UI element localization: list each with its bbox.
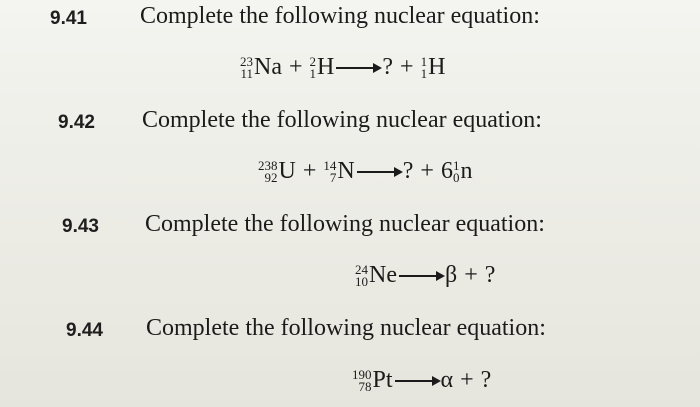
- problem-prompt-9-44: Complete the following nuclear equation:: [146, 315, 546, 341]
- atomic-number: 1: [420, 65, 428, 81]
- unknown-product: ?: [480, 367, 492, 393]
- reaction-arrow-icon: [399, 275, 443, 277]
- problem-number-9-41: 9.41: [50, 8, 87, 29]
- nuclide-sodium-23: [240, 54, 282, 81]
- nuclide-hydrogen-1: [421, 54, 446, 81]
- nuclide-neon-24: [355, 262, 397, 289]
- nuclide-neutron: [453, 158, 473, 185]
- problem-number-9-43: 9.43: [62, 216, 99, 237]
- reaction-arrow-icon: [395, 380, 439, 382]
- equation-9-42: [258, 158, 472, 185]
- mass-number: 2: [309, 53, 317, 69]
- element-symbol: N: [337, 158, 355, 184]
- element-symbol: n: [460, 158, 473, 184]
- nuclide-nitrogen-14: [323, 158, 354, 185]
- problem-prompt-9-41: Complete the following nuclear equation:: [140, 3, 540, 29]
- unknown-product: ?: [382, 54, 394, 80]
- element-symbol: H: [428, 54, 446, 80]
- plus-sign: +: [400, 54, 414, 80]
- problem-number-9-42: 9.42: [58, 112, 95, 133]
- mass-number: 190: [352, 366, 372, 382]
- atomic-number: 11: [240, 65, 253, 81]
- mass-number: 23: [240, 53, 253, 69]
- element-symbol: U: [278, 158, 296, 184]
- equation-9-44: [352, 367, 491, 394]
- reaction-arrow-icon: [336, 67, 380, 69]
- reaction-arrow-icon: [357, 171, 401, 173]
- problem-prompt-9-42: Complete the following nuclear equation:: [142, 107, 542, 133]
- beta-particle: β: [444, 262, 458, 288]
- problem-number-9-44: 9.44: [66, 320, 103, 341]
- unknown-product: ?: [484, 262, 496, 288]
- atomic-number: 78: [358, 378, 372, 394]
- mass-number: 1: [452, 157, 460, 173]
- atomic-number: 1: [309, 65, 317, 81]
- problem-prompt-9-43: Complete the following nuclear equation:: [145, 211, 545, 237]
- element-symbol: Ne: [369, 262, 397, 288]
- plus-sign: +: [288, 54, 303, 80]
- nuclide-platinum-190: [352, 367, 393, 394]
- mass-number: 14: [323, 157, 337, 173]
- atomic-number: 7: [329, 169, 337, 185]
- atomic-number: 0: [452, 169, 460, 185]
- plus-sign: +: [464, 262, 478, 288]
- mass-number: 1: [420, 53, 428, 69]
- element-symbol: H: [317, 54, 335, 80]
- element-symbol: Na: [254, 54, 282, 80]
- nuclide-uranium-238: [258, 158, 296, 185]
- element-symbol: Pt: [372, 367, 393, 393]
- equation-9-43: [355, 262, 495, 289]
- unknown-product: ?: [402, 158, 414, 184]
- atomic-number: 10: [355, 273, 368, 289]
- plus-sign: +: [420, 158, 434, 184]
- mass-number: 24: [355, 261, 368, 277]
- alpha-particle: α: [440, 367, 454, 393]
- plus-sign: +: [302, 158, 317, 184]
- atomic-number: 92: [264, 169, 278, 185]
- plus-sign: +: [460, 367, 474, 393]
- equation-9-41: [240, 54, 445, 81]
- coefficient: 6: [440, 158, 453, 184]
- mass-number: 238: [258, 157, 278, 173]
- nuclide-deuterium: [310, 54, 335, 81]
